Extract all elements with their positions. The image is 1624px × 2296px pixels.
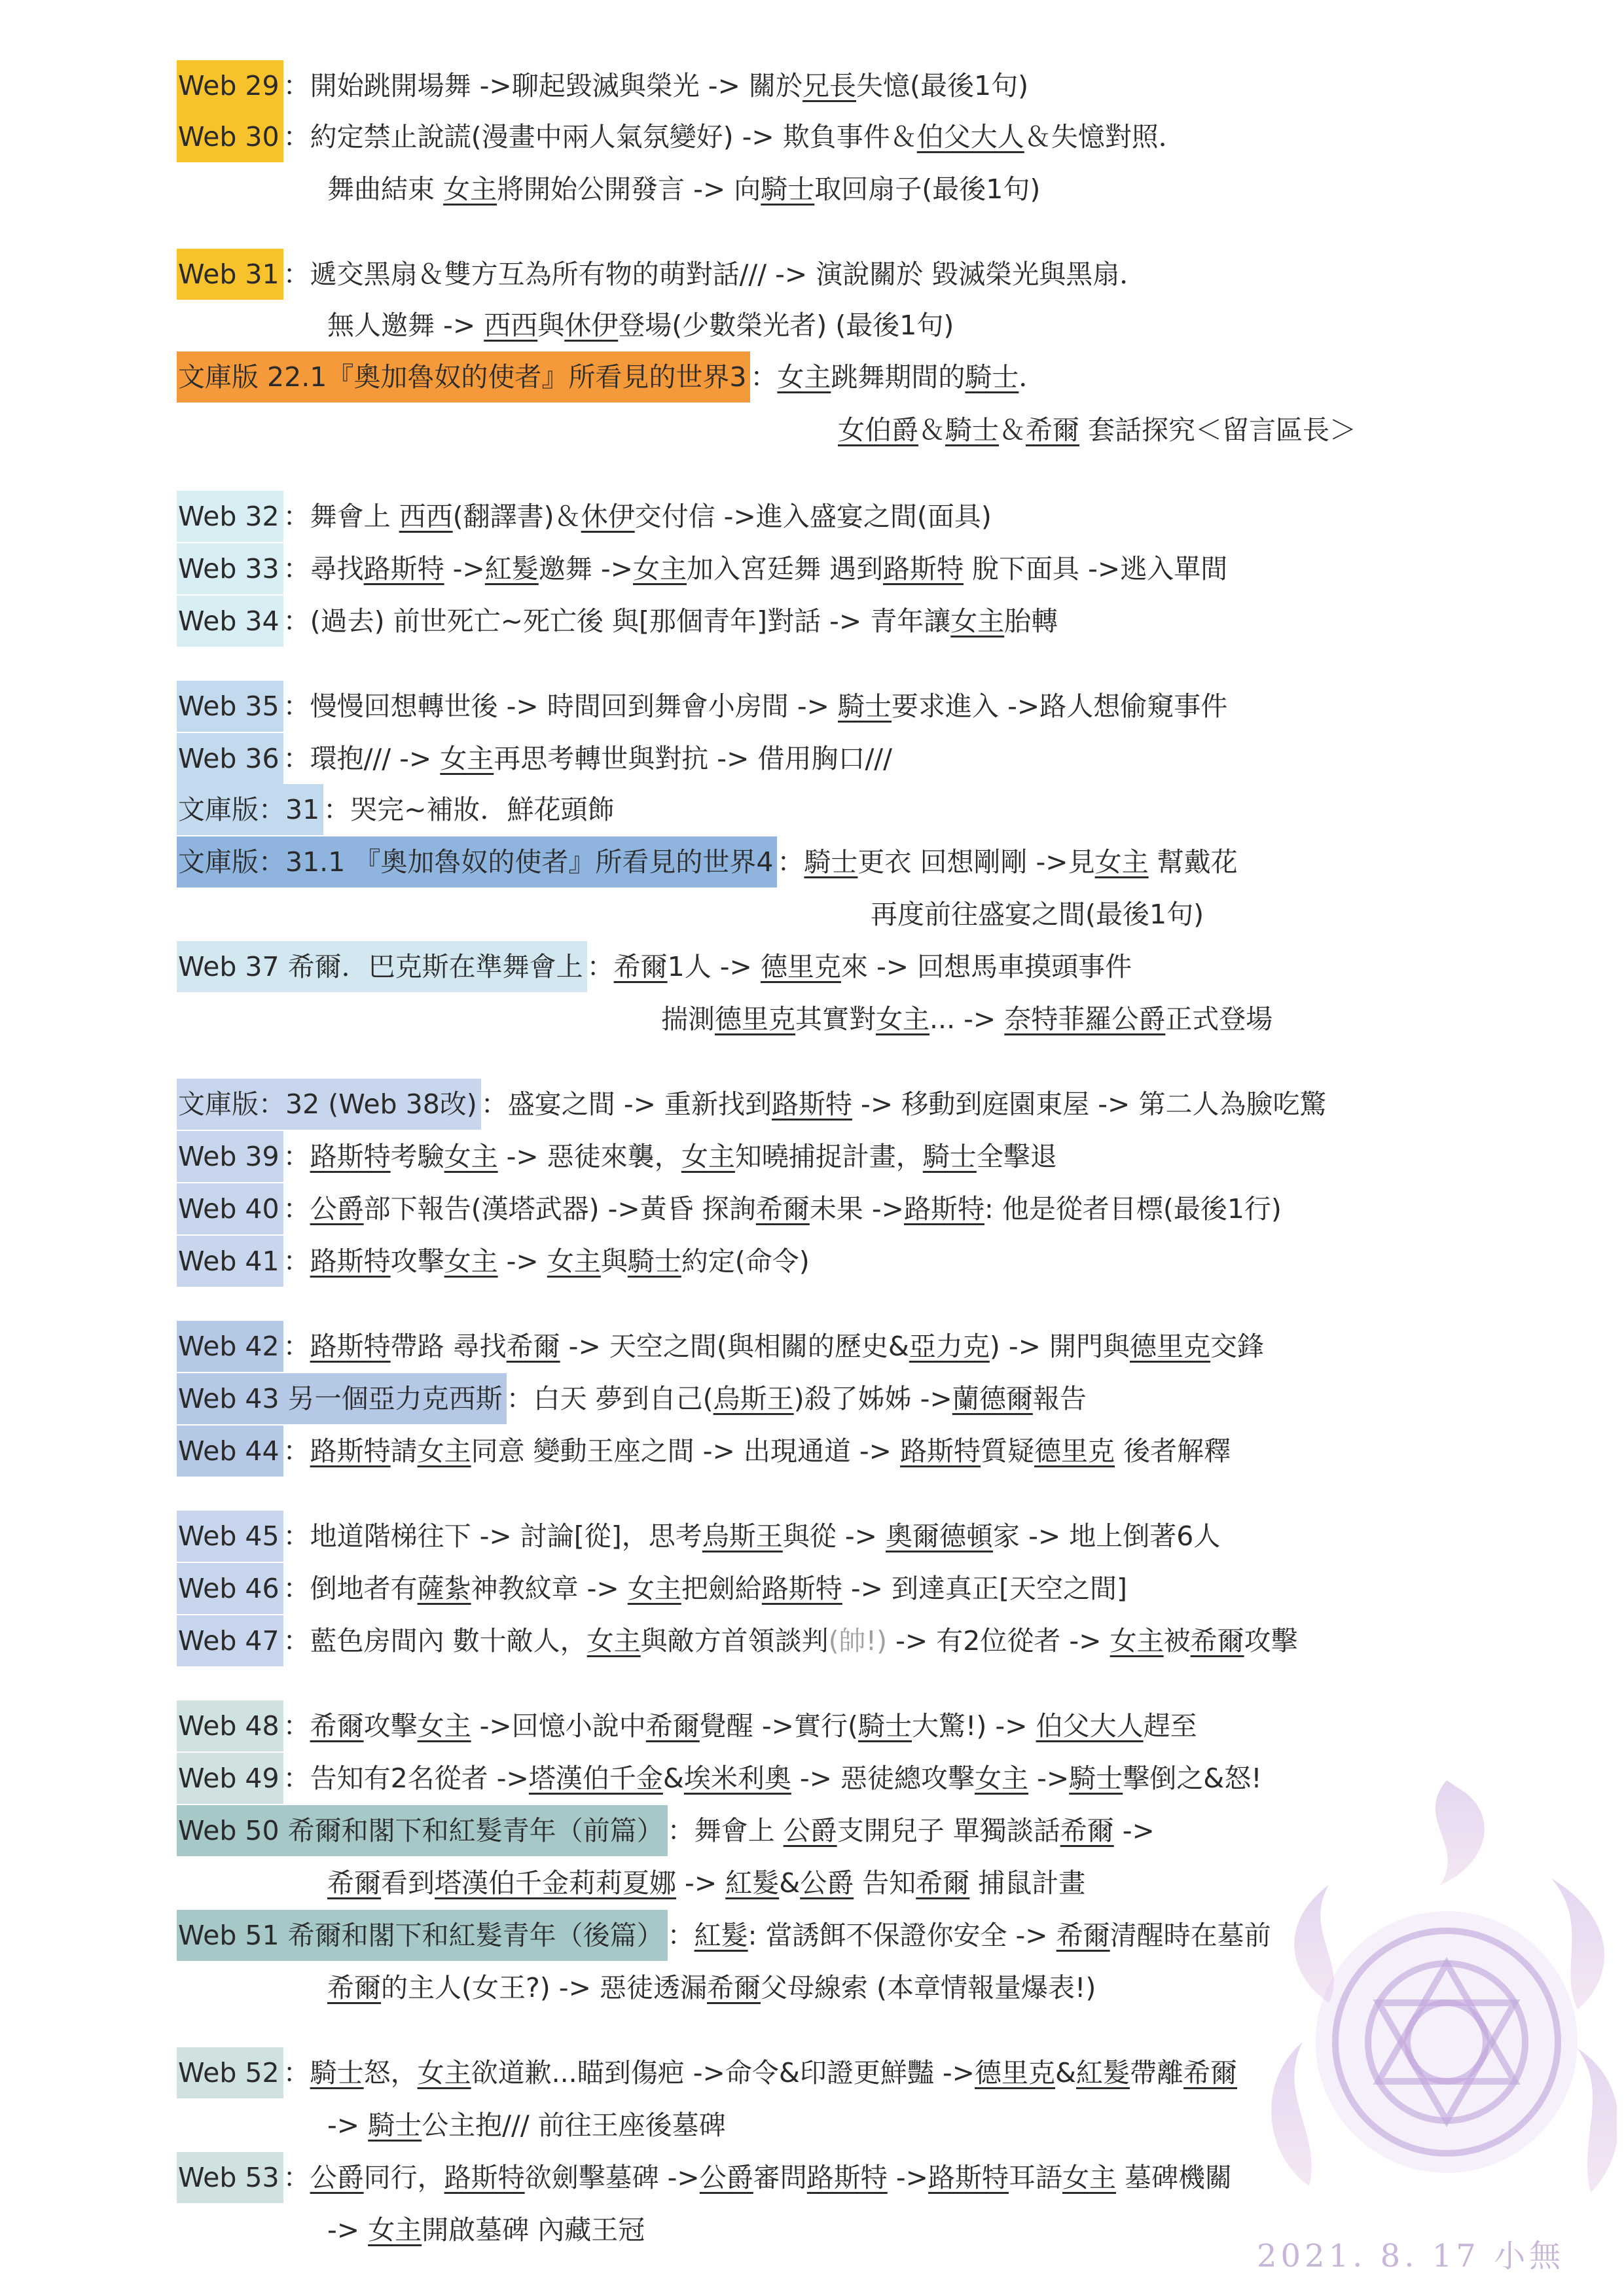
entry-label: Web 48 <box>177 1700 283 1751</box>
entry-text: 要求進入 ->路人想偷窺事件 <box>892 691 1228 722</box>
character-name: 紅髮 <box>725 1867 780 1899</box>
entry-text: 看到 <box>381 1867 435 1899</box>
entry-web-46 <box>177 1563 1127 1614</box>
entry-text: 舞會上 <box>694 1815 784 1846</box>
character-name: 女主 <box>975 1763 1029 1794</box>
entry-text: 1人 -> <box>667 951 761 982</box>
character-name: 路斯特 <box>363 553 444 584</box>
entry-web-29 <box>177 60 1028 111</box>
character-name: 女主 <box>417 1435 471 1467</box>
entry-text: -> <box>1028 1763 1070 1794</box>
entry-label: Web 41 <box>177 1236 283 1287</box>
entry-text: : 他是從者目標(最後1行) <box>984 1193 1282 1225</box>
entry-text: 帶離 <box>1130 2057 1184 2089</box>
character-name: 路斯特 <box>444 2162 525 2193</box>
entry-web-52-cont <box>327 2100 726 2151</box>
entry-web-51 <box>177 1910 1271 1961</box>
character-name: 騎士 <box>627 1246 681 1277</box>
entry-text: -> 移動到庭園東屋 -> 第二人為臉吃驚 <box>852 1088 1327 1120</box>
character-name: 女主 <box>627 1573 681 1604</box>
entry-label: Web 36 <box>177 733 283 784</box>
entry-text: 白天 夢到自己( <box>533 1383 713 1414</box>
character-name: 紅髮 <box>1076 2057 1130 2089</box>
character-name: 女主 <box>632 553 687 584</box>
entry-text: 揣測 <box>661 1003 715 1035</box>
entry-text: ＆失憶對照． <box>1024 121 1185 152</box>
character-name: 公爵 <box>783 1815 837 1846</box>
entry-text: 欲劍擊墓碑 -> <box>524 2162 700 2193</box>
entry-web-53-cont <box>327 2204 645 2255</box>
entry-label: Web 47 <box>177 1615 283 1666</box>
character-name: 奈特菲羅公爵 <box>1004 1003 1166 1035</box>
entry-text: -> 惡徒總攻擊 <box>791 1763 975 1794</box>
entry-label: Web 39 <box>177 1131 283 1182</box>
entry-text: : 當誘餌不保證你安全 -> <box>748 1920 1056 1951</box>
entry-text: 被 <box>1163 1625 1191 1657</box>
entry-text: ： <box>750 361 778 393</box>
entry-web-32 <box>177 491 992 542</box>
character-name: 希爾 <box>916 1867 970 1899</box>
entry-web-42 <box>177 1321 1264 1372</box>
character-name: 烏斯王 <box>713 1383 794 1414</box>
entry-web-48 <box>177 1700 1197 1751</box>
entry-web-49 <box>177 1753 1262 1804</box>
character-name: 希爾 <box>327 1867 381 1899</box>
entry-bunko-31 <box>177 784 615 835</box>
character-name: 希爾 <box>1190 1625 1244 1657</box>
entry-text: 部下報告(漢塔武器) ->黃昏 探詢 <box>363 1193 756 1225</box>
entry-text: )殺了姊姊 -> <box>793 1383 952 1414</box>
character-name: 烏斯王 <box>702 1520 783 1552</box>
character-name: 路斯特 <box>761 1573 842 1604</box>
entry-text: ) -> 開門與 <box>989 1331 1130 1362</box>
entry-text: 倒地者有 <box>310 1573 418 1604</box>
entry-web-31-cont <box>327 300 954 351</box>
entry-label: Web 34 <box>177 596 283 647</box>
entry-text: 舞曲結束 <box>327 173 444 205</box>
entry-text: 公主抱/// 前往王座後墓碑 <box>422 2109 726 2141</box>
entry-label: Web 50 希爾和閣下和紅髮青年（前篇） <box>177 1805 668 1856</box>
entry-label: Web 31 <box>177 249 283 300</box>
character-name: 希爾 <box>613 951 668 982</box>
character-name: 希爾 <box>755 1193 810 1225</box>
entry-text: -> 惡徒來襲， <box>497 1141 681 1172</box>
character-name: 蘭德爾 <box>952 1383 1033 1414</box>
character-name: 女主 <box>950 605 1005 637</box>
character-name: 希爾 <box>310 1710 364 1742</box>
entry-text: -> 有2位從者 -> <box>887 1625 1110 1657</box>
character-name: 路斯特 <box>900 1435 981 1467</box>
entry-text: -> <box>444 553 485 584</box>
entry-text: 套話探究＜留言區長＞ <box>1079 414 1357 446</box>
entry-text: 哭完~補妝．鮮花頭飾 <box>350 794 615 825</box>
entry-web-47 <box>177 1615 1298 1666</box>
entry-text: 開始跳開場舞 ->聊起毀滅與榮光 -> 關於 <box>310 70 803 101</box>
entry-text: 交鋒 <box>1210 1331 1265 1362</box>
character-name: 薩紮 <box>417 1573 471 1604</box>
character-name: 希爾 <box>1183 2057 1238 2089</box>
entry-text: ： <box>283 1435 310 1467</box>
entry-text: 同意 變動王座之間 -> 出現通道 -> <box>471 1435 901 1467</box>
character-name: 騎士 <box>804 846 858 878</box>
entry-text: 審問 <box>753 2162 807 2193</box>
entry-label: Web 42 <box>177 1321 283 1372</box>
entry-text: ： <box>506 1383 533 1414</box>
entry-text: 加入宮廷舞 遇到 <box>686 553 884 584</box>
character-name: 女主 <box>417 1710 471 1742</box>
entry-web-53 <box>177 2152 1232 2203</box>
entry-label: Web 45 <box>177 1511 283 1562</box>
entry-web-39 <box>177 1131 1057 1182</box>
character-name: 女主 <box>443 173 497 205</box>
entry-text: (帥!) <box>828 1625 888 1657</box>
character-name: 德里克 <box>760 951 841 982</box>
character-name: 騎士 <box>1069 1763 1123 1794</box>
entry-text: -> <box>497 1246 547 1277</box>
entry-text: 無人邀舞 -> <box>327 310 484 341</box>
character-name: 埃米利奧 <box>683 1763 791 1794</box>
character-name: 路斯特 <box>310 1246 391 1277</box>
entry-text: 帶路 尋找 <box>390 1331 507 1362</box>
character-name: 路斯特 <box>772 1088 853 1120</box>
entry-web-30 <box>177 111 1185 162</box>
entry-web-36 <box>177 733 892 784</box>
character-name: 伯父大人 <box>916 121 1024 152</box>
character-name: 公爵 <box>699 2162 753 2193</box>
entry-label: Web 51 希爾和閣下和紅髮青年（後篇） <box>177 1910 668 1961</box>
entry-text: 約定(命令) <box>681 1246 810 1277</box>
entry-text: 藍色房間內 數十敵人， <box>310 1625 587 1657</box>
entry-label: 文庫版：31.1 『奧加魯奴的使者』所看見的世界4 <box>177 836 777 888</box>
entry-text: -> <box>676 1867 726 1899</box>
entry-bunko-31-1-cont <box>871 889 1204 940</box>
entry-text: 與從 -> <box>782 1520 886 1552</box>
character-name: 德里克 <box>1034 1435 1115 1467</box>
entry-text: ： <box>283 2162 310 2193</box>
entry-text: ： <box>283 1246 310 1277</box>
entry-text: -> <box>327 2109 369 2141</box>
entry-text: -> <box>327 2214 369 2246</box>
entry-web-37-cont <box>661 994 1272 1045</box>
character-name: 路斯特 <box>928 2162 1009 2193</box>
character-name: 女主 <box>777 361 831 393</box>
entry-text: (翻譯書)＆ <box>452 501 581 532</box>
entry-label: Web 35 <box>177 681 283 732</box>
character-name: 紅髮 <box>694 1920 748 1951</box>
entry-label: 文庫版：32 (Web 38改) <box>177 1079 481 1130</box>
character-name: 德里克 <box>715 1003 795 1035</box>
entry-text: ． <box>1019 361 1046 393</box>
entry-label: Web 52 <box>177 2047 283 2098</box>
character-name: 奧爾德頓 <box>886 1520 994 1552</box>
entry-label: Web 29 <box>177 60 283 111</box>
character-name: 希爾 <box>506 1331 560 1362</box>
character-name: 塔漢伯千金 <box>528 1763 663 1794</box>
entry-text: 開啟墓碑 內藏王冠 <box>422 2214 645 2246</box>
entry-web-44 <box>177 1426 1231 1477</box>
character-name: 休伊 <box>581 501 635 532</box>
entry-text: 盛宴之間 -> 重新找到 <box>507 1088 772 1120</box>
entry-web-31 <box>177 249 1146 300</box>
character-name: 騎士 <box>965 361 1019 393</box>
entry-text: ： <box>667 1815 695 1846</box>
entry-bunko-22-1 <box>177 351 1045 403</box>
entry-text: & <box>779 1867 801 1899</box>
entry-text: 耳語 <box>1008 2162 1062 2193</box>
character-name: 希爾 <box>645 1710 700 1742</box>
entry-text: ... -> <box>929 1003 1005 1035</box>
character-name: 女主 <box>681 1141 735 1172</box>
character-name: 女主 <box>444 1141 498 1172</box>
entry-text: 考驗 <box>390 1141 444 1172</box>
character-name: 女主 <box>876 1003 929 1035</box>
entry-text: 同行， <box>363 2162 444 2193</box>
entry-label: 文庫版 22.1『奧加魯奴的使者』所看見的世界3 <box>177 351 750 403</box>
character-name: 女主 <box>1094 846 1149 878</box>
entry-text: 邀舞 -> <box>538 553 633 584</box>
entry-web-34 <box>177 596 1058 647</box>
entry-label: Web 43 另一個亞力克西斯 <box>177 1373 507 1424</box>
entry-web-50 <box>177 1805 1155 1856</box>
entry-text: 攻擊 <box>1244 1625 1298 1657</box>
entry-text: ： <box>283 605 310 637</box>
entry-text: 其實對 <box>795 1003 876 1035</box>
entry-text: 跳舞期間的 <box>831 361 965 393</box>
character-name: 路斯特 <box>806 2162 888 2193</box>
entry-text: ： <box>283 743 310 774</box>
entry-text: -> 到達真正[天空之間] <box>842 1573 1128 1604</box>
character-name: 女主 <box>440 743 494 774</box>
entry-web-30-cont <box>327 164 1040 215</box>
entry-label: Web 32 <box>177 491 283 542</box>
entry-bunko-22-1-cont <box>838 404 1356 456</box>
character-name: 西西 <box>399 501 453 532</box>
entry-text: ： <box>283 1331 310 1362</box>
character-name: 路斯特 <box>310 1141 391 1172</box>
entry-label: Web 53 <box>177 2152 283 2203</box>
entry-text: ： <box>480 1088 508 1120</box>
entry-text: 清醒時在墓前 <box>1110 1920 1271 1951</box>
entry-bunko-31-1 <box>177 836 1238 888</box>
entry-text: 慢慢回想轉世後 -> 時間回到舞會小房間 -> <box>310 691 839 722</box>
entry-label: Web 46 <box>177 1563 283 1614</box>
entry-label: Web 37 希爾．巴克斯在準舞會上 <box>177 941 587 992</box>
entry-text: 胎轉 <box>1004 605 1058 637</box>
entry-text: ： <box>283 1141 310 1172</box>
entry-web-50-cont <box>327 1857 1085 1909</box>
character-name: 休伊 <box>564 310 619 341</box>
entry-web-40 <box>177 1183 1282 1234</box>
character-name: 希爾 <box>1056 1920 1110 1951</box>
entry-text: ： <box>283 1193 310 1225</box>
entry-text: 與敵方首領談判 <box>640 1625 829 1657</box>
entry-text: 未果 -> <box>809 1193 904 1225</box>
entry-text: -> <box>1113 1815 1155 1846</box>
character-name: 西西 <box>484 310 538 341</box>
entry-text: 全擊退 <box>976 1141 1057 1172</box>
entry-text: (過去) 前世死亡~死亡後 與[那個青年]對話 -> 青年讓 <box>310 605 951 637</box>
character-name: 路斯特 <box>904 1193 984 1225</box>
entry-label: Web 44 <box>177 1426 283 1477</box>
character-name: 騎士 <box>310 2057 364 2089</box>
entry-web-52 <box>177 2047 1237 2098</box>
entry-text: 脫下面具 ->逃入單間 <box>964 553 1228 584</box>
entry-label: Web 33 <box>177 543 283 594</box>
character-name: 公爵 <box>310 1193 364 1225</box>
entry-text: 登場(少數榮光者) (最後1句) <box>618 310 954 341</box>
character-name: 騎士 <box>838 691 892 722</box>
entry-text: 大驚!) -> <box>911 1710 1036 1742</box>
entry-text: 支開兒子 單獨談話 <box>837 1815 1060 1846</box>
character-name: 路斯特 <box>883 553 964 584</box>
entry-text: ： <box>283 1710 310 1742</box>
entry-text: ： <box>283 1625 310 1657</box>
character-name: 路斯特 <box>310 1435 391 1467</box>
entry-text: -> 天空之間(與相關的歷史& <box>560 1331 909 1362</box>
character-name: 女主 <box>1062 2162 1116 2193</box>
entry-text: 失憶(最後1句) <box>856 70 1029 101</box>
entry-text: 幫戴花 <box>1148 846 1238 878</box>
watermark-emblem-icon <box>1250 1767 1617 2225</box>
entry-text: ： <box>283 691 310 722</box>
entry-text: 趕至 <box>1143 1710 1197 1742</box>
entry-text: ： <box>283 553 310 584</box>
character-name: 女主 <box>417 2057 471 2089</box>
character-name: 德里克 <box>1130 1331 1211 1362</box>
character-name: 塔漢伯千金莉莉夏娜 <box>435 1867 676 1899</box>
entry-text: ： <box>283 1763 310 1794</box>
character-name: 希爾 <box>327 1972 381 2003</box>
entry-text: 告知有2名從者 -> <box>310 1763 529 1794</box>
entry-text: ： <box>323 794 351 825</box>
character-name: 女主 <box>547 1246 601 1277</box>
entry-text: 覺醒 ->實行( <box>699 1710 858 1742</box>
footer-date: 2021. 8. 17 小無 <box>1257 2238 1565 2274</box>
entry-bunko-32 <box>177 1079 1326 1130</box>
entry-text: 攻擊 <box>390 1246 444 1277</box>
character-name: 女主 <box>1110 1625 1164 1657</box>
character-name: 公爵 <box>310 2162 364 2193</box>
character-name: 路斯特 <box>310 1331 391 1362</box>
character-name: 騎士 <box>761 173 815 205</box>
entry-web-41 <box>177 1236 810 1287</box>
entry-text: 怒， <box>363 2057 418 2089</box>
character-name: 希爾 <box>706 1972 761 2003</box>
character-name: 女主 <box>586 1625 641 1657</box>
character-name: 希爾 <box>1060 1815 1114 1846</box>
entry-web-33 <box>177 543 1227 594</box>
entry-text: ： <box>586 951 614 982</box>
entry-web-35 <box>177 681 1227 732</box>
entry-text: 攻擊 <box>363 1710 418 1742</box>
character-name: 紅髮 <box>484 553 539 584</box>
entry-text: ： <box>283 1520 310 1552</box>
entry-text: ： <box>283 121 310 152</box>
character-name: 公爵 <box>800 1867 854 1899</box>
entry-web-51-cont <box>327 1962 1096 2013</box>
entry-text: ： <box>777 846 804 878</box>
entry-label: Web 40 <box>177 1183 283 1234</box>
entry-text: ： <box>283 259 310 290</box>
entry-text: ： <box>283 1573 310 1604</box>
entry-text: 尋找 <box>310 553 364 584</box>
entry-text: 質疑 <box>981 1435 1035 1467</box>
entry-text: 欲道歉...瞄到傷疤 ->命令&印證更鮮豔 -> <box>471 2057 975 2089</box>
entry-web-45 <box>177 1511 1220 1562</box>
entry-text: ＆ <box>918 414 945 446</box>
entry-text: 遞交黑扇＆雙方互為所有物的萌對話/// -> 演說關於 毀滅榮光與黑扇． <box>310 259 1147 290</box>
character-name: 兄長 <box>803 70 856 101</box>
character-name: 女主 <box>444 1246 498 1277</box>
entry-text: 後者解釋 <box>1115 1435 1231 1467</box>
entry-text: 再度前往盛宴之間(最後1句) <box>871 899 1204 930</box>
entry-text: 與 <box>537 310 565 341</box>
entry-web-43 <box>177 1373 1087 1424</box>
entry-label: Web 49 <box>177 1753 283 1804</box>
entry-label: Web 30 <box>177 111 283 162</box>
entry-text: ： <box>283 2057 310 2089</box>
entry-label: 文庫版：31 <box>177 784 323 835</box>
entry-text: 把劍給 <box>681 1573 762 1604</box>
entry-text: ： <box>667 1920 695 1951</box>
entry-text: ： <box>283 501 310 532</box>
character-name: 伯父大人 <box>1036 1710 1144 1742</box>
character-name: 德里克 <box>975 2057 1056 2089</box>
entry-text: 墓碑機關 <box>1115 2162 1233 2193</box>
entry-text: 更衣 回想剛剛 ->見 <box>857 846 1095 878</box>
entry-text: 約定禁止說謊(漫畫中兩人氣氛變好) -> 欺負事件＆ <box>310 121 917 152</box>
character-name: 女伯爵 <box>838 414 918 446</box>
entry-text: 將開始公開發言 -> 向 <box>497 173 761 205</box>
character-name: 亞力克 <box>909 1331 990 1362</box>
entry-text: 家 -> 地上倒著6人 <box>993 1520 1221 1552</box>
entry-text: 捕鼠計畫 <box>969 1867 1086 1899</box>
entry-text: 神教紋章 -> <box>471 1573 628 1604</box>
entry-text: 再思考轉世與對抗 -> 借用胸口/// <box>494 743 892 774</box>
entry-text: ： <box>283 70 310 101</box>
entry-text: ->回憶小說中 <box>471 1710 646 1742</box>
entry-text: 正式登場 <box>1165 1003 1273 1035</box>
entry-text: -> <box>887 2162 928 2193</box>
entry-text: 請 <box>390 1435 418 1467</box>
entry-text: 父母線索 (本章情報量爆表!) <box>760 1972 1096 2003</box>
character-name: 騎士 <box>857 1710 912 1742</box>
entry-text: 報告 <box>1032 1383 1087 1414</box>
entry-text: & <box>662 1763 684 1794</box>
entry-text: 擊倒之&怒! <box>1123 1763 1262 1794</box>
entry-text: 的主人(女王?) -> 惡徒透漏 <box>381 1972 707 2003</box>
entry-text: 舞會上 <box>310 501 399 532</box>
character-name: 女主 <box>368 2214 422 2246</box>
entry-text: 地道階梯往下 -> 討論[從]，思考 <box>310 1520 702 1552</box>
entry-text: 與 <box>600 1246 628 1277</box>
entry-text: 來 -> 回想馬車摸頭事件 <box>840 951 1132 982</box>
entry-text: 環抱/// -> <box>310 743 441 774</box>
entry-text: 取回扇子(最後1句) <box>814 173 1041 205</box>
character-name: 騎士 <box>945 414 999 446</box>
entry-text: ＆ <box>999 414 1026 446</box>
character-name: 希爾 <box>1026 414 1079 446</box>
entry-web-37 <box>177 941 1132 992</box>
character-name: 騎士 <box>922 1141 977 1172</box>
entry-text: 告知 <box>854 1867 916 1899</box>
entry-text: 知曉捕捉計畫， <box>734 1141 923 1172</box>
character-name: 騎士 <box>368 2109 422 2141</box>
entry-text: 交付信 ->進入盛宴之間(面具) <box>634 501 992 532</box>
entry-text: & <box>1055 2057 1077 2089</box>
